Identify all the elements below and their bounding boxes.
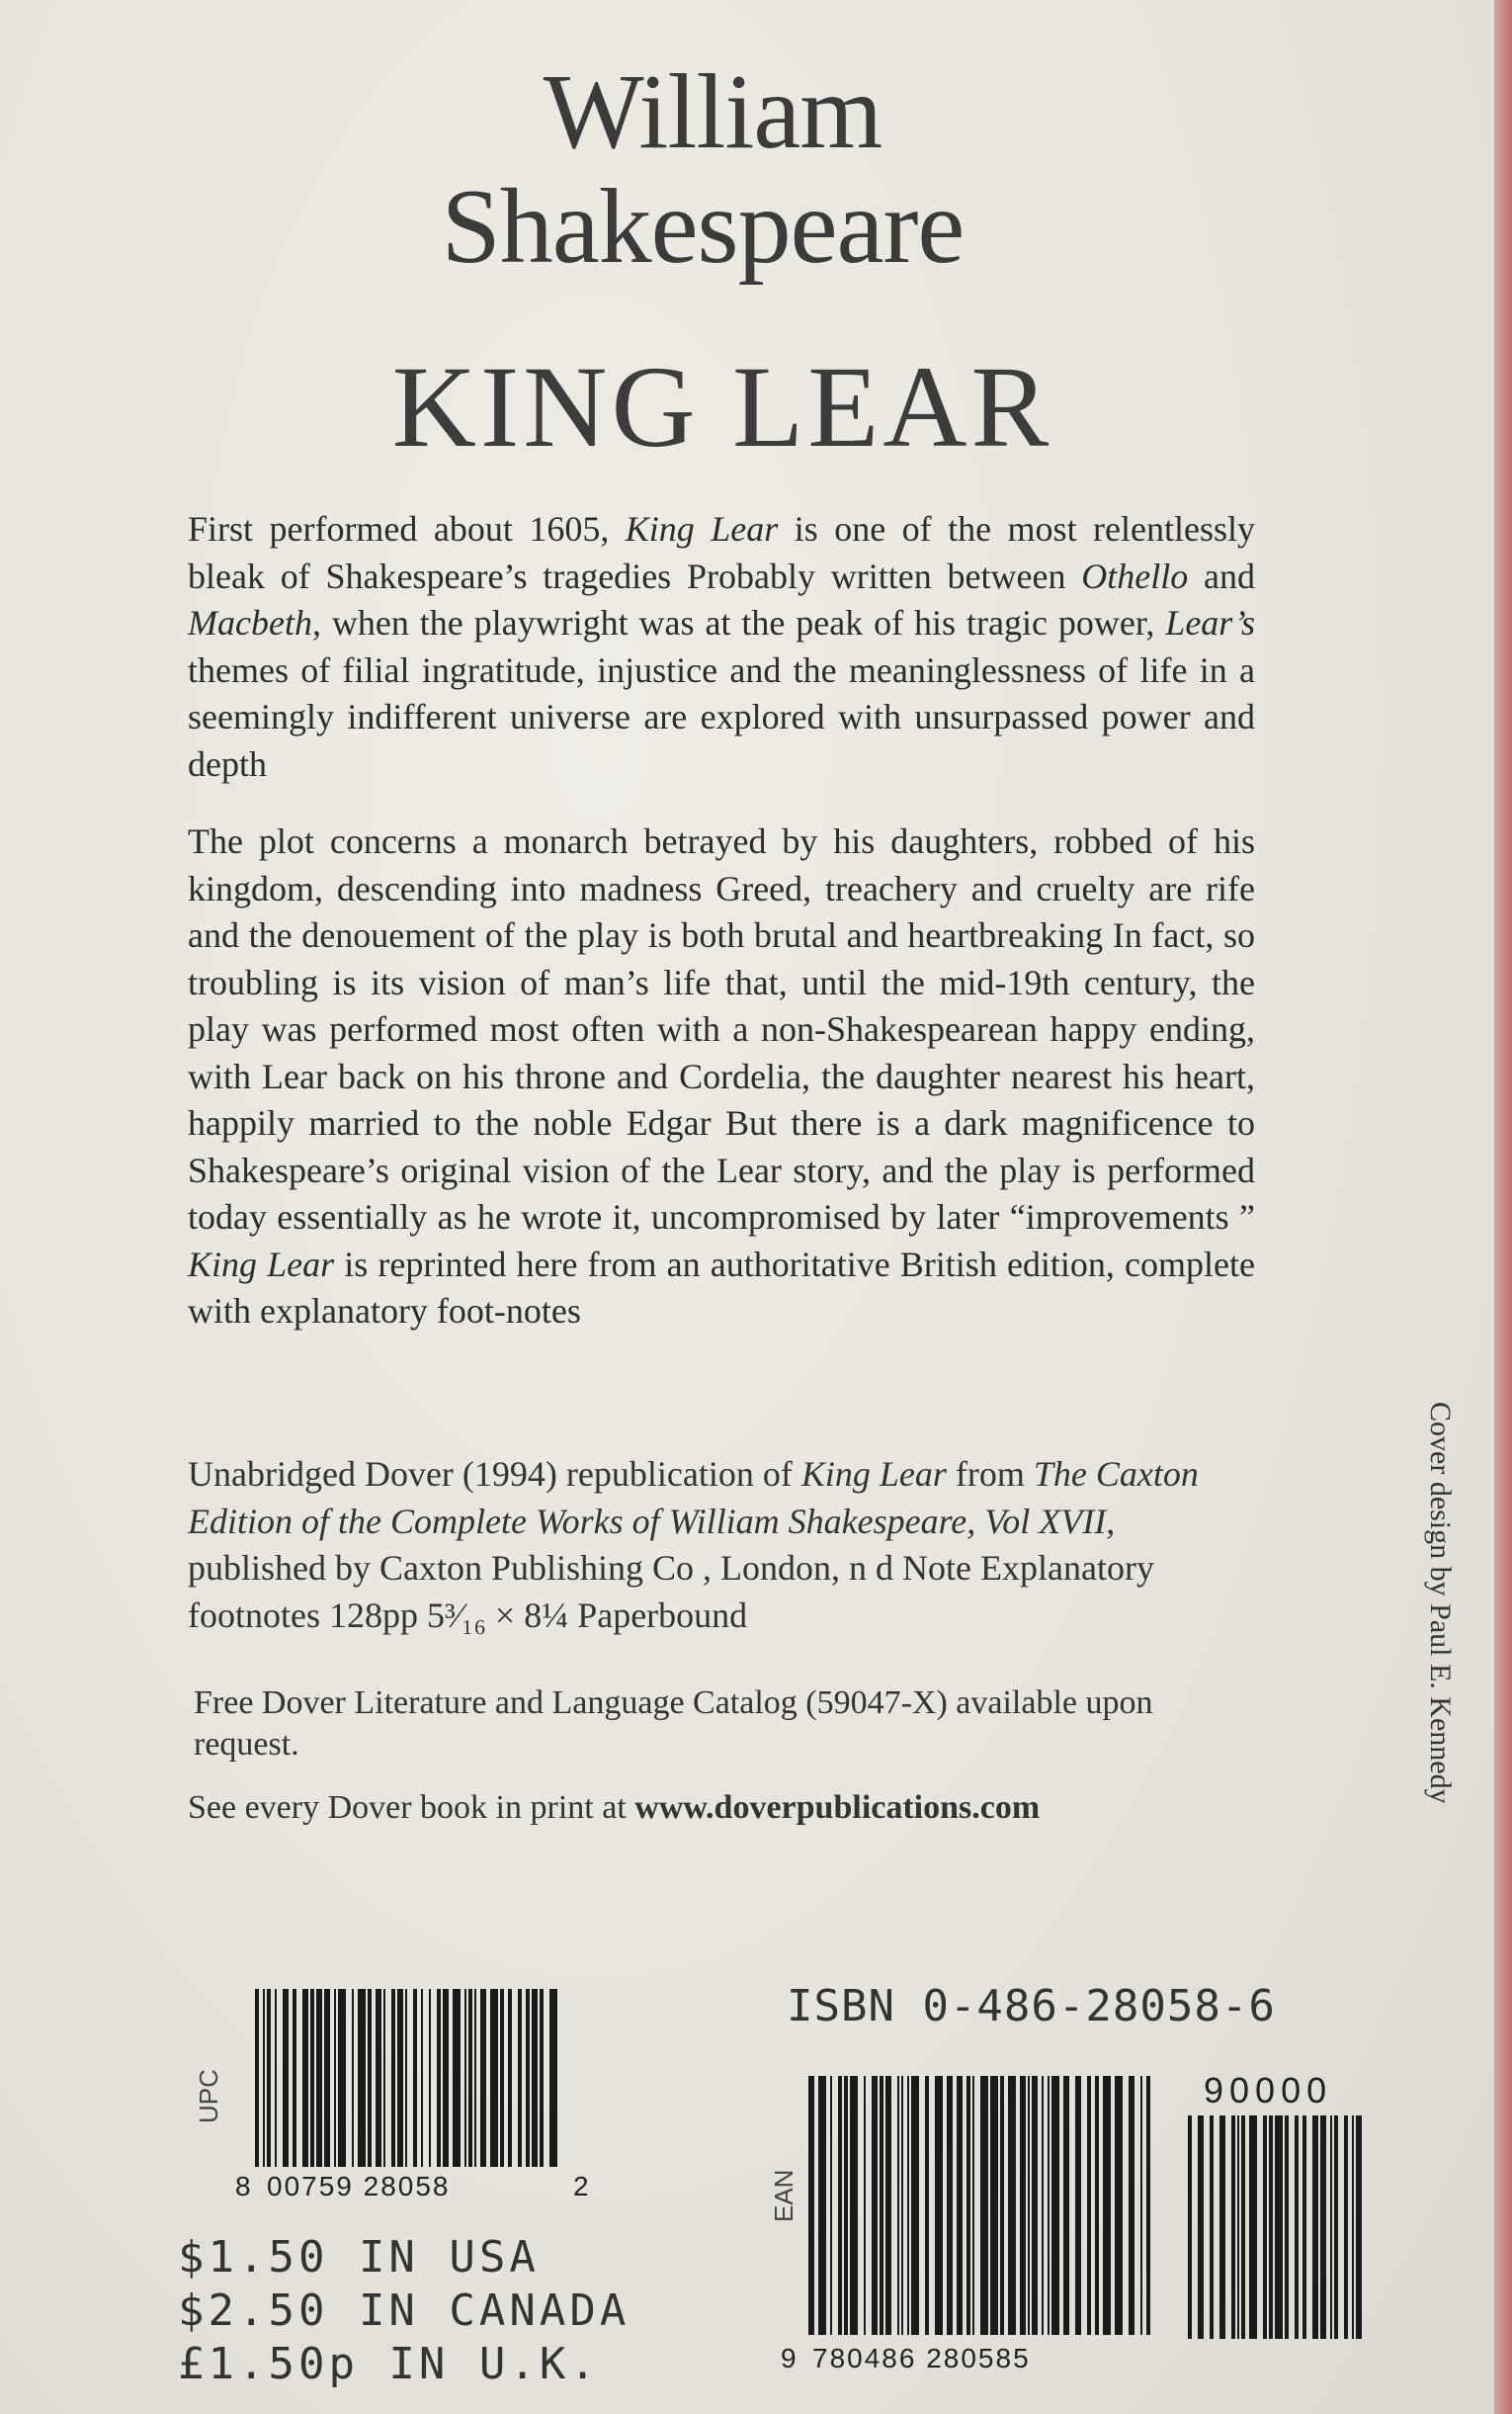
catalog-note: Free Dover Literature and Language Catalog (59047-X) available upon request. <box>194 1684 1153 1763</box>
supplement-bar <box>1241 2115 1245 2339</box>
upc-bar <box>518 1989 522 2167</box>
blurb-1-run: is one of the most relentlessly bleak of Shakespeare’s tragedies Probably written between <box>188 509 1255 596</box>
ean-bar <box>1032 2076 1038 2335</box>
upc-bar <box>368 1989 372 2167</box>
upc-bar <box>310 1989 314 2167</box>
upc-bar <box>421 1989 423 2167</box>
supplement-bar <box>1188 2115 1192 2339</box>
upc-bar <box>302 1989 308 2167</box>
ean-bar <box>838 2076 842 2335</box>
ean-bar <box>1042 2076 1044 2335</box>
upc-barcode <box>255 1989 561 2187</box>
upc-bar <box>263 1989 265 2167</box>
upc-bar <box>391 1989 395 2167</box>
ean-supplement-digits: 90000 <box>1204 2070 1333 2111</box>
supplement-bar <box>1330 2115 1332 2339</box>
upc-bar <box>443 1989 449 2167</box>
upc-bar <box>255 1989 259 2167</box>
ean-bar <box>901 2076 903 2335</box>
upc-bar <box>508 1989 512 2167</box>
upc-bar <box>283 1989 289 2167</box>
upc-bar <box>316 1989 322 2167</box>
publication-run: King Lear <box>800 1454 947 1494</box>
publication-run: from <box>946 1454 1034 1494</box>
ean-bar <box>1051 2076 1059 2335</box>
ean-bar <box>980 2076 988 2335</box>
price-uk: £1.50p IN U.K. <box>178 2339 600 2389</box>
upc-bar <box>293 1989 296 2167</box>
upc-label: UPC <box>194 2069 223 2123</box>
ean-bar <box>1048 2076 1050 2335</box>
blurb-1-run: Othello <box>1081 556 1189 596</box>
publication-run: , published by Caxton Publishing Co , London, n d Note Explanatory footnotes 128pp 5³⁄₁₆ × 8¼ Paperbound <box>188 1501 1154 1635</box>
ean-lead-digit: 9 <box>781 2343 798 2373</box>
upc-bar <box>500 1989 504 2167</box>
upc-bar <box>413 1989 417 2167</box>
upc-bar <box>267 1989 271 2167</box>
ean-bar <box>830 2076 832 2335</box>
ean-bar <box>880 2076 883 2335</box>
blurb-1-run: Lear’s <box>1165 603 1255 643</box>
supplement-bar <box>1302 2115 1306 2339</box>
upc-lead-digit: 8 <box>235 2171 253 2201</box>
author-first-name: William <box>543 53 882 171</box>
blurb-1-run: , when the playwright was at the peak of his tragic power, <box>311 603 1166 643</box>
blurb-1-run: and <box>1188 556 1255 596</box>
price-canada: $2.50 IN CANADA <box>178 2285 630 2336</box>
ean-bar <box>1095 2076 1099 2335</box>
supplement-bar <box>1320 2115 1326 2339</box>
ean-bar <box>925 2076 929 2335</box>
supplement-bar <box>1356 2115 1362 2339</box>
supplement-bar <box>1295 2115 1299 2339</box>
cover-design-credit: Cover design by Paul E. Kennedy <box>1424 1402 1457 1804</box>
website-link[interactable]: www.doverpublications.com <box>634 1789 1041 1826</box>
supplement-bar <box>1263 2115 1267 2339</box>
ean-bar <box>957 2076 963 2335</box>
ean-bar <box>885 2076 891 2335</box>
ean-bar <box>818 2076 826 2335</box>
upc-bar <box>526 1989 530 2167</box>
upc-bar <box>480 1989 486 2167</box>
ean-bar <box>808 2076 814 2335</box>
upc-bar <box>324 1989 330 2167</box>
ean-bar <box>1063 2076 1069 2335</box>
supplement-bar <box>1269 2115 1273 2339</box>
upc-bar <box>532 1989 538 2167</box>
upc-bar <box>334 1989 336 2167</box>
author-last-name: Shakespeare <box>441 168 965 286</box>
upc-bar <box>376 1989 381 2167</box>
supplement-bar <box>1198 2115 1204 2339</box>
upc-bar <box>397 1989 403 2167</box>
ean-bar <box>990 2076 998 2335</box>
book-title: KING LEAR <box>391 342 1053 472</box>
supplement-bar <box>1275 2115 1283 2339</box>
blurb-1-run: King Lear <box>625 509 779 549</box>
ean-bar <box>1020 2076 1026 2335</box>
ean-bar <box>947 2076 953 2335</box>
website-prefix: See every Dover book in print at <box>188 1789 635 1826</box>
supplement-bar <box>1237 2115 1239 2339</box>
blurb-paragraph-2 <box>188 819 1255 1336</box>
website-note <box>188 1787 1275 1829</box>
upc-bar <box>383 1989 385 2167</box>
upc-bar <box>358 1989 366 2167</box>
ean-supplement-barcode <box>1188 2115 1366 2343</box>
upc-bar <box>549 1989 557 2167</box>
ean-main-digits: 780486 280585 <box>812 2343 1031 2373</box>
ean-label: EAN <box>769 2169 798 2222</box>
upc-trail-digit: 2 <box>573 2171 591 2201</box>
ean-bar <box>1115 2076 1123 2335</box>
upc-bar <box>490 1989 498 2167</box>
supplement-bar <box>1312 2115 1318 2339</box>
ean-bar <box>966 2076 970 2335</box>
publication-note <box>188 1451 1255 1639</box>
cover-edge <box>1494 0 1512 2414</box>
price-usa: $1.50 IN USA <box>178 2232 540 2283</box>
supplement-bar <box>1344 2115 1348 2339</box>
blurb-paragraph-1 <box>188 506 1255 788</box>
blurb-2-run: King Lear <box>188 1244 335 1284</box>
ean-bar <box>872 2076 878 2335</box>
ean-bar <box>1146 2076 1150 2335</box>
blurb-2-run: The plot concerns a monarch betrayed by his daughters, robbed of his kingdom, descending into madness Greed, treachery and cruelty are rife and the denouement of the play is both brutal and heartbreaking In fact, so troubling is its vision of man’s life that, until the mid-19th century, the play was performed most often with a non-Shakespearean happy ending, with Lear back on his throne and Cordelia, the daughter nearest his heart, happily married to the noble Edgar But there is a dark magnificence to Shakespeare’s original vision of the Lear story, and the play is performed today essentially as he wrote it, uncompromised by later “improvements ” <box>188 821 1255 1237</box>
ean-bar <box>1028 2076 1030 2335</box>
ean-bar <box>897 2076 899 2335</box>
upc-bar <box>352 1989 354 2167</box>
upc-bar <box>474 1989 476 2167</box>
upc-bar <box>405 1989 407 2167</box>
upc-bar <box>338 1989 346 2167</box>
ean-bar <box>864 2076 866 2335</box>
isbn-number: ISBN 0-486-28058-6 <box>787 1981 1276 2031</box>
ean-bar <box>1087 2076 1091 2335</box>
blurb-1-run: Macbeth <box>188 603 312 643</box>
ean-bar <box>850 2076 858 2335</box>
supplement-bar <box>1334 2115 1338 2339</box>
ean-bar <box>844 2076 848 2335</box>
ean-bar <box>935 2076 943 2335</box>
ean-bar <box>1103 2076 1111 2335</box>
blurb-2-run: is reprinted here from an authoritative British edition, complete with explanatory foot-notes <box>188 1244 1255 1331</box>
ean-bar <box>1075 2076 1081 2335</box>
blurb-1-run: First performed about 1605, <box>188 509 626 549</box>
ean-bar <box>911 2076 919 2335</box>
supplement-bar <box>1210 2115 1214 2339</box>
upc-bar <box>468 1989 472 2167</box>
upc-bar <box>540 1989 544 2167</box>
upc-bar <box>275 1989 277 2167</box>
publication-run: Unabridged Dover (1994) republication of <box>188 1454 801 1494</box>
supplement-bar <box>1285 2115 1289 2339</box>
upc-main-digits: 00759 28058 <box>267 2171 451 2201</box>
supplement-bar <box>1249 2115 1257 2339</box>
ean-bar <box>1008 2076 1016 2335</box>
publication-run: The Caxton Edition of the Complete Works of William Shakespeare, Vol XVII <box>188 1454 1199 1541</box>
ean-bar <box>907 2076 909 2335</box>
ean-bar <box>972 2076 974 2335</box>
ean-bar <box>1000 2076 1004 2335</box>
supplement-bar <box>1219 2115 1225 2339</box>
upc-bar <box>429 1989 431 2167</box>
upc-bar <box>437 1989 441 2167</box>
ean-bar <box>1140 2076 1142 2335</box>
upc-bar <box>464 1989 466 2167</box>
ean-bar <box>1129 2076 1134 2335</box>
supplement-bar <box>1352 2115 1354 2339</box>
upc-bar <box>453 1989 461 2167</box>
ean-barcode <box>808 2076 1154 2343</box>
supplement-bar <box>1231 2115 1235 2339</box>
blurb-1-run: themes of filial ingratitude, injustice and the meaninglessness of life in a seemingly indifferent universe are explored with unsurpassed power and depth <box>188 649 1255 784</box>
